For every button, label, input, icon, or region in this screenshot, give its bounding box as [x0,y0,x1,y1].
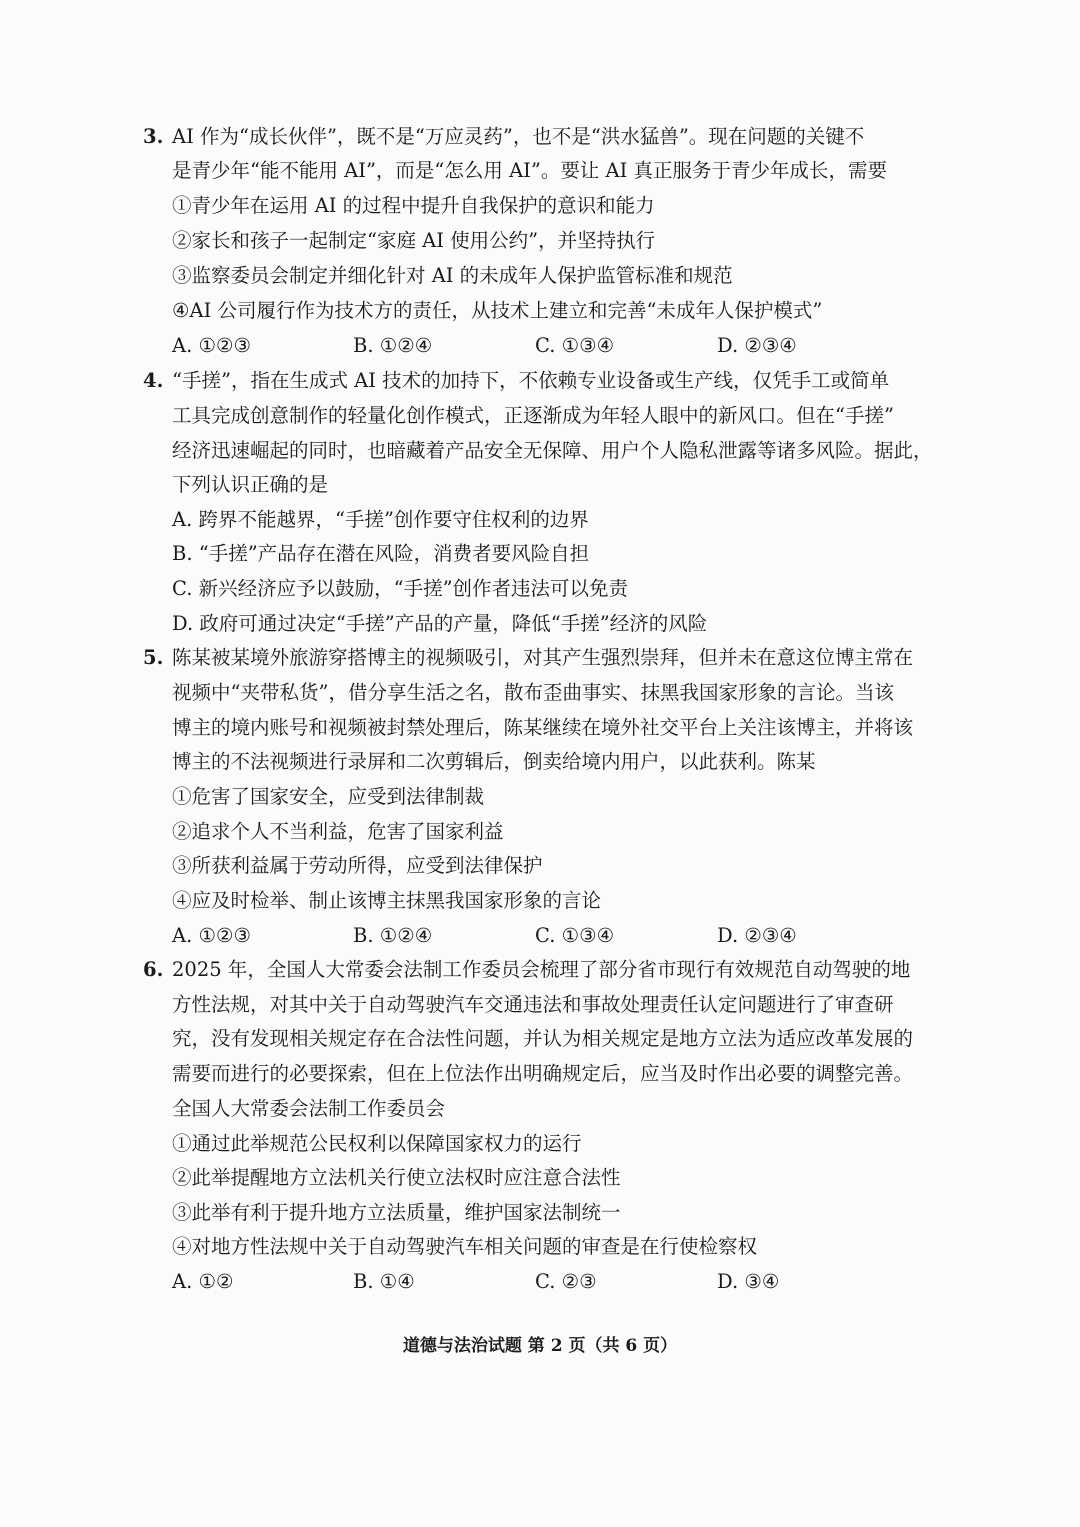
question-stem-line: 需要而进行的必要探索，但在上位法作出明确规定后，应当及时作出必要的调整完善。 [172,1062,914,1085]
page-footer: 道德与法治试题 第 2 页（共 6 页） [402,1336,678,1356]
answer-choice-b: B. ①④ [353,1270,415,1293]
statement-item: ②追求个人不当利益，危害了国家利益 [172,820,504,843]
question-number: 4. [143,369,164,392]
answer-choice-d: D. 政府可通过决定“手搓”产品的产量，降低“手搓”经济的风险 [172,612,708,635]
statement-item: ④AI 公司履行作为技术方的责任，从技术上建立和完善“未成年人保护模式” [172,299,823,322]
statement-item: ③此举有利于提升地方立法质量，维护国家法制统一 [172,1201,621,1224]
statement-item: ①危害了国家安全，应受到法律制裁 [172,785,485,808]
question-stem-line: “手搓”，指在生成式 AI 技术的加持下，不依赖专业设备或生产线，仅凭手工或简单 [172,369,890,392]
answer-choice-a: A. ①②③ [172,924,251,947]
statement-item: ③监察委员会制定并细化针对 AI 的未成年人保护监管标准和规范 [172,264,733,287]
question-stem-line: 陈某被某境外旅游穿搭博主的视频吸引，对其产生强烈崇拜，但并未在意这位博主常在 [172,646,914,669]
answer-choice-d: D. ②③④ [717,924,797,947]
statement-item: ①通过此举规范公民权利以保障国家权力的运行 [172,1132,582,1155]
question-stem-line: 方性法规，对其中关于自动驾驶汽车交通违法和事故处理责任认定问题进行了审查研 [172,993,894,1016]
statement-item: ②此举提醒地方立法机关行使立法权时应注意合法性 [172,1166,621,1189]
question-stem-line: 博主的不法视频进行录屏和二次剪辑后，倒卖给境内用户，以此获利。陈某 [172,750,816,773]
answer-choice-d: D. ③④ [717,1270,780,1293]
statement-item: ②家长和孩子一起制定“家庭 AI 使用公约”，并坚持执行 [172,229,656,252]
question-stem-line: 下列认识正确的是 [172,473,329,496]
question-stem-line: 视频中“夹带私货”，借分享生活之名，散布歪曲事实、抹黑我国家形象的言论。当该 [172,681,894,704]
question-number: 3. [143,125,164,148]
answer-choice-b: B. “手搓”产品存在潜在风险，消费者要风险自担 [172,542,590,565]
answer-choice-b: B. ①②④ [353,924,433,947]
statement-item: ④对地方性法规中关于自动驾驶汽车相关问题的审查是在行使检察权 [172,1235,758,1258]
question-stem-line: 工具完成创意制作的轻量化创作模式，正逐渐成为年轻人眼中的新风口。但在“手搓” [172,404,894,427]
answer-choice-c: C. ②③ [535,1270,597,1293]
question-stem-line: AI 作为“成长伙伴”，既不是“万应灵药”，也不是“洪水猛兽”。现在问题的关键不 [172,125,865,148]
answer-choice-c: C. 新兴经济应予以鼓励，“手搓”创作者违法可以免责 [172,577,629,600]
question-number: 6. [143,958,164,981]
answer-choice-c: C. ①③④ [535,924,615,947]
question-stem-line: 经济迅速崛起的同时，也暗藏着产品安全无保障、用户个人隐私泄露等诸多风险。据此， [172,439,933,462]
question-stem-line: 博主的境内账号和视频被封禁处理后，陈某继续在境外社交平台上关注该博主，并将该 [172,716,914,739]
statement-item: ③所获利益属于劳动所得，应受到法律保护 [172,854,543,877]
answer-choice-a: A. 跨界不能越界，“手搓”创作要守住权利的边界 [172,508,589,531]
answer-choice-a: A. ①② [172,1270,234,1293]
answer-choice-c: C. ①③④ [535,334,615,357]
question-number: 5. [143,646,164,669]
question-stem-line: 是青少年“能不能用 AI”，而是“怎么用 AI”。要让 AI 真正服务于青少年成长，需要 [172,159,888,182]
question-stem-line: 全国人大常委会法制工作委员会 [172,1097,446,1120]
question-stem-line: 2025 年，全国人大常委会法制工作委员会梳理了部分省市现行有效规范自动驾驶的地 [172,958,911,981]
answer-choice-d: D. ②③④ [717,334,797,357]
statement-item: ①青少年在运用 AI 的过程中提升自我保护的意识和能力 [172,194,655,217]
statement-item: ④应及时检举、制止该博主抹黑我国家形象的言论 [172,889,602,912]
answer-choice-a: A. ①②③ [172,334,251,357]
question-stem-line: 究，没有发现相关规定存在合法性问题，并认为相关规定是地方立法为适应改革发展的 [172,1027,914,1050]
answer-choice-b: B. ①②④ [353,334,433,357]
